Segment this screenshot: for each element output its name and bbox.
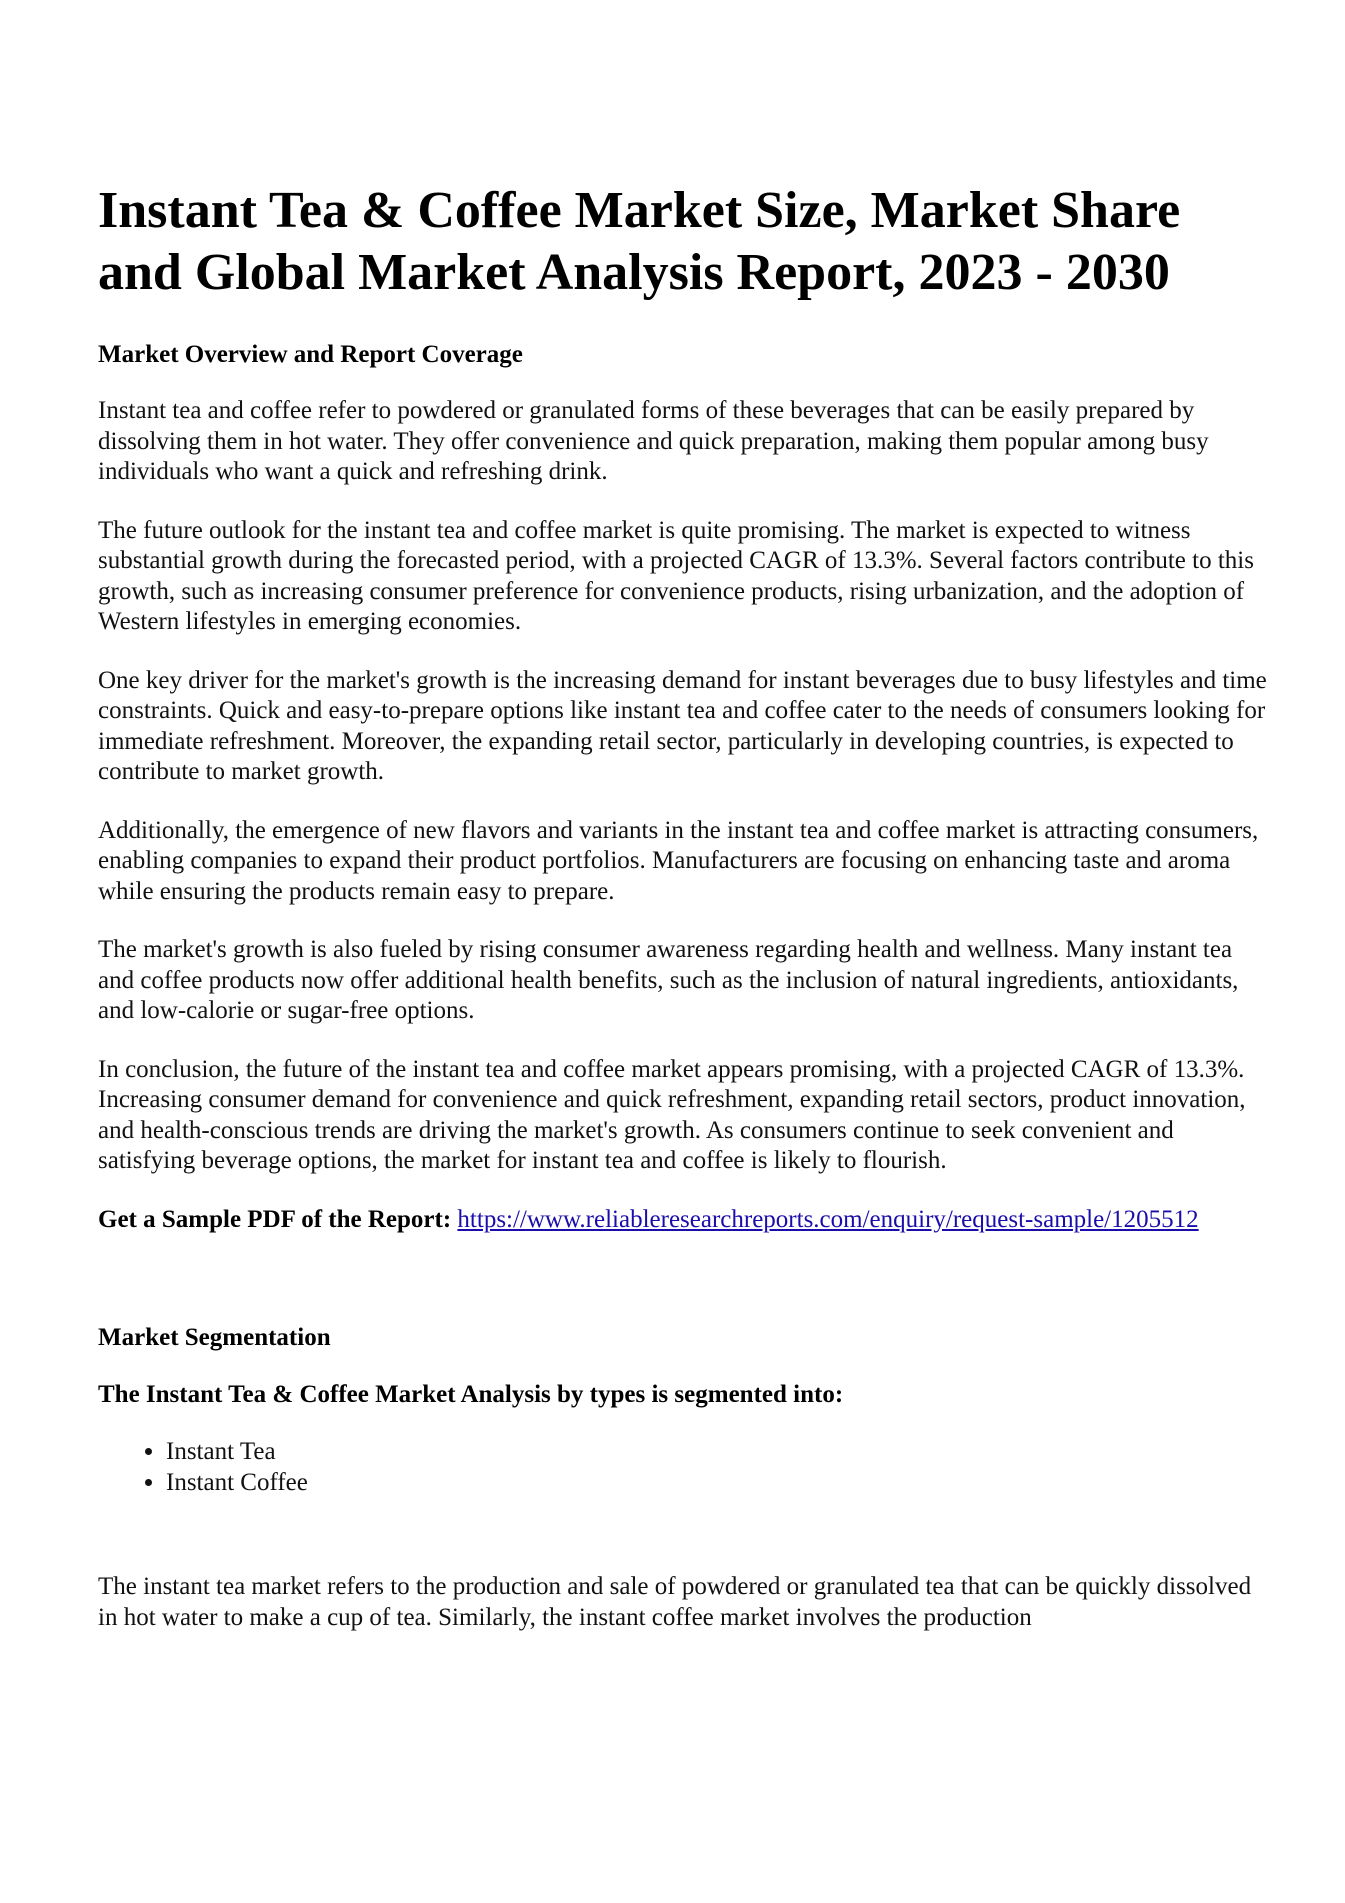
overview-heading: Market Overview and Report Coverage: [98, 341, 523, 368]
sample-pdf-label: Get a Sample PDF of the Report:: [98, 1205, 452, 1233]
page-title: Instant Tea & Coffee Market Size, Market Share and Global Market Analysis Report, 2023 - 2030: [98, 182, 1181, 301]
segmentation-heading: Market Segmentation: [98, 1324, 331, 1351]
list-item: • Instant Tea: [166, 1436, 1268, 1467]
overview-paragraph-6: In conclusion, the future of the instant tea and coffee market appears promising, with a projected CAGR of 13.3%. Increasing consumer demand for convenience and quick refreshment, expanding retail sectors, product innovation, and health-conscious trends are driving the market's growth. As consumers continue to seek convenient and satisfying beverage options, the market for instant tea and coffee is likely to flourish.: [98, 1055, 1246, 1174]
sample-pdf-link[interactable]: https://www.reliableresearchreports.com/enquiry/request-sample/1205512: [457, 1205, 1199, 1233]
spacer: [98, 1498, 1268, 1572]
types-list: [98, 1436, 1268, 1498]
types-heading: The Instant Tea & Coffee Market Analysis by types is segmented into:: [98, 1381, 844, 1408]
list-item: • Instant Coffee: [166, 1467, 1268, 1498]
overview-paragraph-3: One key driver for the market's growth is the increasing demand for instant beverages due to busy lifestyles and time constraints. Quick and easy-to-prepare options like instant tea and coffee cater to the needs of consumers looking for immediate refreshment. Moreover, the expanding retail sector, particularly in developing countries, is expected to contribute to market growth.: [98, 666, 1267, 785]
overview-paragraph-5: The market's growth is also fueled by rising consumer awareness regarding health and wellness. Many instant tea and coffee products now offer additional health benefits, such as the inclusion of natural ingredients, antioxidants, and low-calorie or sugar-free options.: [98, 936, 1239, 1024]
overview-paragraph-4: Additionally, the emergence of new flavors and variants in the instant tea and coffee market is attracting consumers, enabling companies to expand their product portfolios. Manufacturers are focusing on enhancing taste and aroma while ensuring the products remain easy to prepare.: [98, 816, 1259, 905]
spacer: [98, 1235, 1268, 1322]
sample-pdf-line: [98, 1205, 1268, 1236]
segmentation-paragraph: The instant tea market refers to the production and sale of powdered or granulated tea that can be quickly dissolved in hot water to make a cup of tea. Similarly, the instant coffee market involves the production: [98, 1573, 1252, 1631]
document-page: [98, 180, 1268, 1661]
overview-paragraph-1: Instant tea and coffee refer to powdered or granulated forms of these beverages that can be easily prepared by dissolving them in hot water. They offer convenience and quick preparation, making them popular among busy individuals who want a quick and refreshing drink.: [98, 397, 1209, 485]
overview-paragraph-2: The future outlook for the instant tea and coffee market is quite promising. The market is expected to witness substantial growth during the forecasted period, with a projected CAGR of 13.3%. Several factors contribute to this growth, such as increasing consumer preference for convenience products, rising urbanization, and the adoption of Western lifestyles in emerging economies.: [98, 516, 1254, 635]
